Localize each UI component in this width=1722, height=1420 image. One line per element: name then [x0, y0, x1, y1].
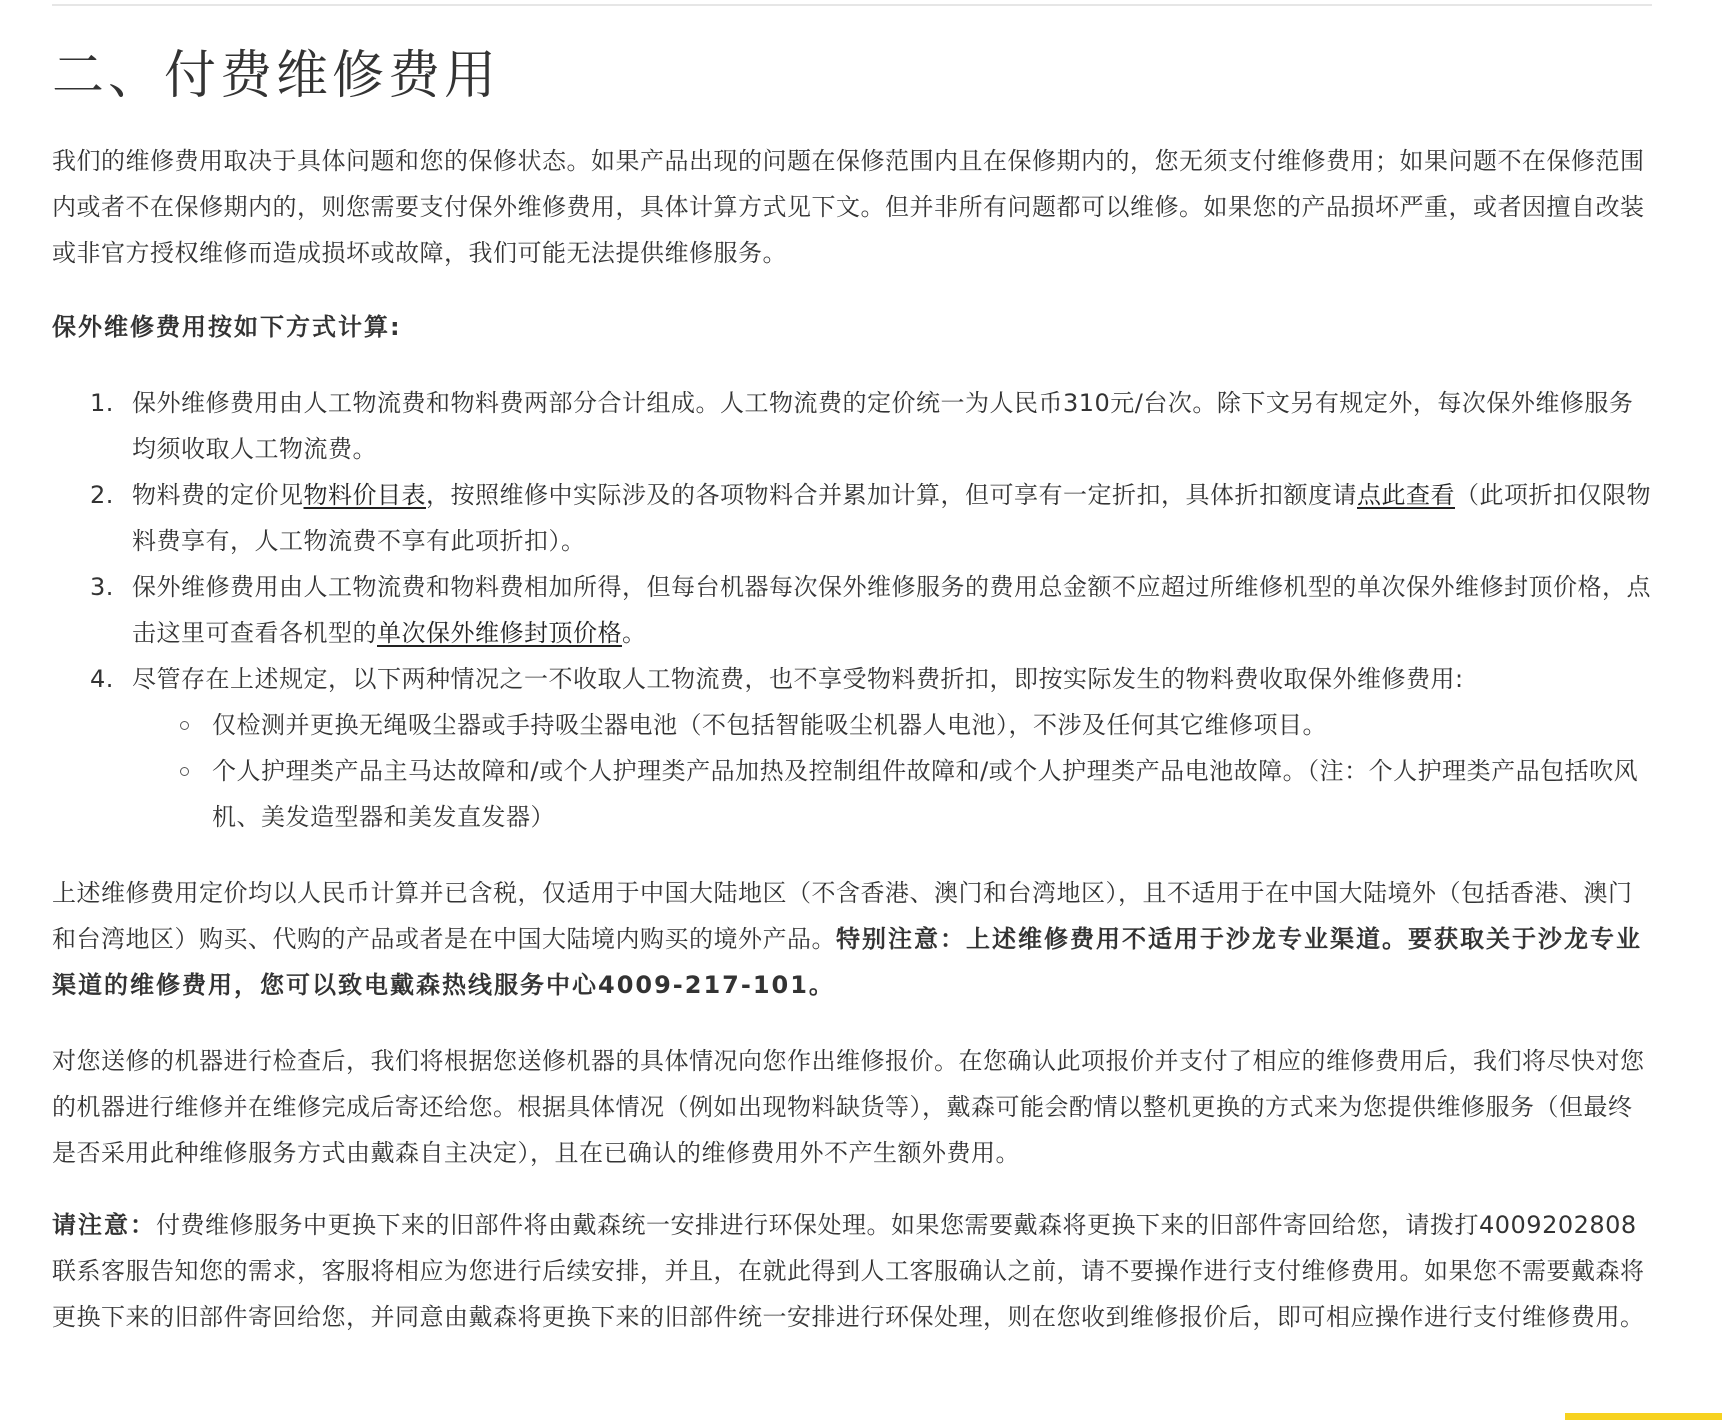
- note-paragraph: [52, 1202, 1652, 1340]
- step-number: 3.: [90, 573, 114, 601]
- step-text: ，按照维修中实际涉及的各项物料合并累加计算，但可享有一定折扣，具体折扣额度请: [426, 481, 1357, 509]
- bullet-circle-icon: [180, 767, 189, 776]
- step-text: 保外维修费用由人工物流费和物料费相加所得，但每台机器每次保外维修服务的费用总金额不应超过所维修机型的单次保外维修封顶价格，点击这里可查看各机型的: [132, 573, 1651, 647]
- step-text: （此项折扣仅限物料费享有，人工物流费不享有此项折扣）。: [132, 481, 1651, 555]
- bullet-circle-icon: [180, 721, 189, 730]
- accent-bar: [1565, 1413, 1722, 1420]
- step-text: 物料费的定价见: [132, 481, 304, 509]
- list-item: [212, 702, 1652, 748]
- step-text: 尽管存在上述规定，以下两种情况之一不收取人工物流费，也不享受物料费折扣，即按实际发生的物料费收取保外维修费用:: [132, 665, 1464, 693]
- material-price-list-link[interactable]: 物料价目表: [303, 481, 426, 509]
- list-item: [90, 564, 1652, 656]
- exception-list: [132, 702, 1652, 840]
- inspection-paragraph: 对您送修的机器进行检查后，我们将根据您送修机器的具体情况向您作出维修报价。在您确认此项报价并支付了相应的维修费用后，我们将尽快对您的机器进行维修并在维修完成后寄还给您。根据具体情况（例如出现物料缺货等），戴森可能会酌情以整机更换的方式来为您提供维修服务（但最终是否采用此种维修服务方式由戴森自主决定），且在已确认的维修费用外不产生额外费用。: [52, 1047, 1645, 1167]
- scope-text: 上述维修费用定价均以人民币计算并已含税，仅适用于中国大陆地区（不含香港、澳门和台湾地区），且不适用于在中国大陆境外（包括香港、澳门和台湾地区）购买、代购的产品或者是在中国大陆境内购买的境外产品。: [52, 879, 1633, 953]
- note-text: 付费维修服务中更换下来的旧部件将由戴森统一安排进行环保处理。如果您需要戴森将更换下来的旧部件寄回给您，请拨打4009202808联系客服告知您的需求，客服将相应为您进行后续安排，并且，在就此得到人工客服确认之前，请不要操作进行支付维修费用。如果您不需要戴森将更换下来的旧部件寄回给您，并同意由戴森将更换下来的旧部件统一安排进行环保处理，则在您收到维修报价后，即可相应操作进行支付维修费用。: [52, 1211, 1645, 1331]
- special-notice: 特别注意：上述维修费用不适用于沙龙专业渠道。要获取关于沙龙专业渠道的维修费用，您可以致电戴森热线服务中心4009-217-101。: [52, 925, 1642, 999]
- intro-paragraph: 我们的维修费用取决于具体问题和您的保修状态。如果产品出现的问题在保修范围内且在保修期内的，您无须支付维修费用；如果问题不在保修范围内或者不在保修期内的，则您需要支付保外维修费用，具体计算方式见下文。但并非所有问题都可以维修。如果您的产品损坏严重，或者因擅自改装或非官方授权维修而造成损坏或故障，我们可能无法提供维修服务。: [52, 147, 1645, 267]
- list-item: [90, 472, 1652, 564]
- step-text: 。: [622, 619, 647, 647]
- section-title: 二、付费维修费用: [52, 46, 501, 106]
- list-item: [212, 748, 1652, 840]
- scope-paragraph: [52, 870, 1652, 1008]
- price-cap-link[interactable]: 单次保外维修封顶价格: [377, 619, 622, 647]
- note-label: 请注意：: [52, 1211, 156, 1239]
- list-item: [90, 656, 1652, 840]
- step-number: 4.: [90, 665, 114, 693]
- exception-text: 个人护理类产品主马达故障和/或个人护理类产品加热及控制组件故障和/或个人护理类产品电池故障。（注：个人护理类产品包括吹风机、美发造型器和美发直发器）: [212, 757, 1639, 831]
- top-divider: [52, 4, 1652, 6]
- discount-details-link[interactable]: 点此查看: [1357, 481, 1455, 509]
- paid-repair-section: [52, 40, 1652, 1340]
- step-number: 2.: [90, 481, 114, 509]
- list-item: [90, 380, 1652, 472]
- exception-text: 仅检测并更换无绳吸尘器或手持吸尘器电池（不包括智能吸尘机器人电池），不涉及任何其它维修项目。: [212, 711, 1327, 739]
- fee-steps-list: [52, 380, 1652, 840]
- step-text: 保外维修费用由人工物流费和物料费两部分合计组成。人工物流费的定价统一为人民币310元/台次。除下文另有规定外，每次保外维修服务均须收取人工物流费。: [132, 389, 1634, 463]
- calculation-heading: 保外维修费用按如下方式计算:: [52, 313, 402, 341]
- step-number: 1.: [90, 389, 114, 417]
